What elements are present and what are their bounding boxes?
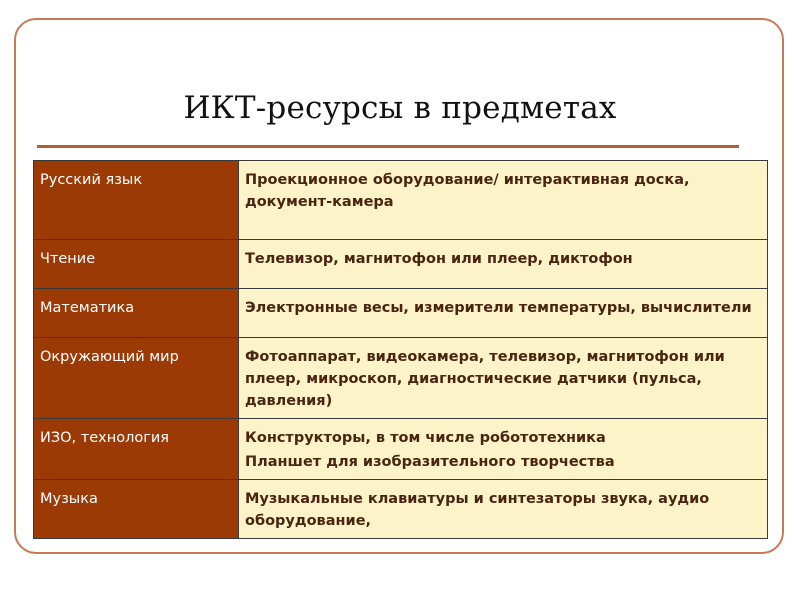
- subject-cell: ИЗО, технология: [34, 419, 239, 480]
- table-row: [34, 289, 768, 338]
- table-row: [34, 240, 768, 289]
- subject-cell: Математика: [34, 289, 239, 338]
- resource-text: Фотоаппарат, видеокамера, телевизор, магнитофон или плеер, микроскоп, диагностические датчики (пульса, давления): [245, 349, 725, 409]
- table-row: [34, 480, 768, 539]
- resource-text: Музыкальные клавиатуры и синтезаторы звука, аудио оборудование,: [245, 491, 710, 529]
- subject-cell: Русский язык: [34, 161, 239, 240]
- table-row: [34, 161, 768, 240]
- subject-cell: Музыка: [34, 480, 239, 539]
- slide-title: ИКТ-ресурсы в предметах: [183, 90, 617, 126]
- subject-cell: Чтение: [34, 240, 239, 289]
- resource-text: Планшет для изобразительного творчества: [245, 454, 615, 470]
- resources-cell: [239, 419, 768, 480]
- resources-cell: [239, 161, 768, 240]
- resource-text: Телевизор, магнитофон или плеер, диктофон: [245, 251, 633, 267]
- resource-text: Конструкторы, в том числе робототехника: [245, 430, 606, 446]
- resources-cell: [239, 338, 768, 419]
- resources-cell: [239, 240, 768, 289]
- resources-cell: [239, 289, 768, 338]
- resource-text: Электронные весы, измерители температуры, вычислители: [245, 300, 752, 316]
- subjects-resources-table: [33, 160, 768, 539]
- table-row: [34, 338, 768, 419]
- resources-cell: [239, 480, 768, 539]
- subject-cell: Окружающий мир: [34, 338, 239, 419]
- title-underline: [37, 145, 739, 148]
- table-row: [34, 419, 768, 480]
- resource-text: Проекционное оборудование/ интерактивная доска, документ-камера: [245, 172, 690, 210]
